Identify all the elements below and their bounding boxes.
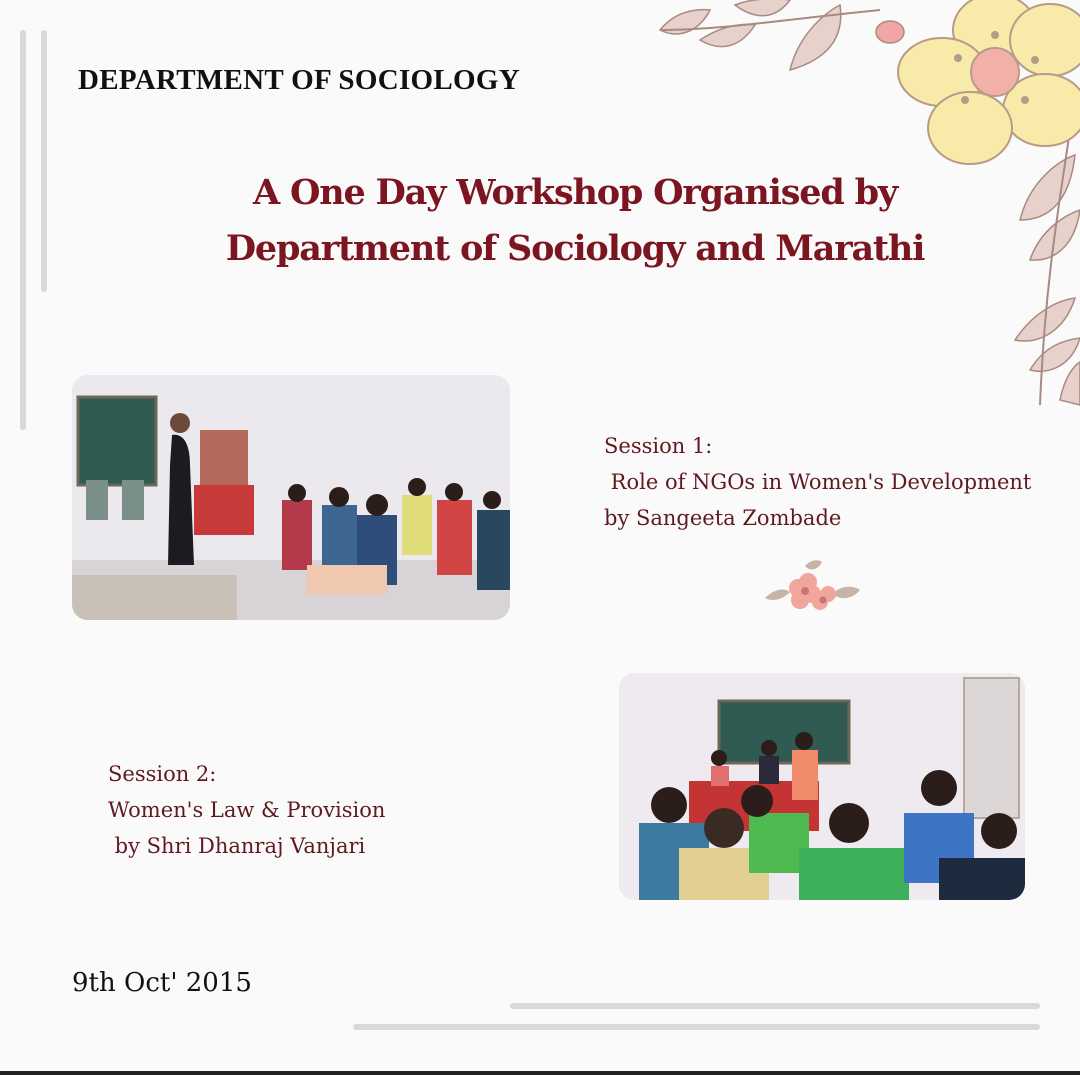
left-accent-bar-inner [41, 30, 47, 292]
bottom-border-line [0, 1071, 1080, 1075]
flower-center [971, 48, 1019, 96]
session-1-speaker: by Sangeeta Zombade [604, 506, 842, 530]
leaf-shape [1060, 362, 1080, 405]
session-2-label: Session 2: [108, 762, 217, 786]
pink-flower-ornament [760, 558, 862, 624]
bottom-accent-bar-long [353, 1024, 1040, 1030]
leaf-shape [735, 0, 790, 16]
session-2-photo [619, 673, 1025, 900]
session-2-speaker: by Shri Dhanraj Vanjari [108, 834, 366, 858]
session-1-details [604, 428, 1031, 536]
session-1-label: Session 1: [604, 434, 713, 458]
event-date: 9th Oct' 2015 [72, 968, 252, 998]
bud-shape [876, 21, 904, 43]
leaf-shape [1030, 338, 1080, 371]
left-accent-bar [20, 30, 26, 430]
session-1-photo [72, 375, 510, 620]
department-heading: DEPARTMENT OF SOCIOLOGY [78, 64, 520, 96]
session-2-details [108, 756, 385, 864]
workshop-title [190, 165, 960, 277]
leaf-shape [1020, 155, 1075, 220]
title-line-2: Department of Sociology and Marathi [225, 228, 925, 269]
bottom-accent-bar [510, 1003, 1040, 1009]
session-2-topic: Women's Law & Provision [108, 798, 386, 822]
title-line-1: A One Day Workshop Organised by [253, 172, 897, 213]
session-1-topic: Role of NGOs in Women's Development [604, 470, 1032, 494]
